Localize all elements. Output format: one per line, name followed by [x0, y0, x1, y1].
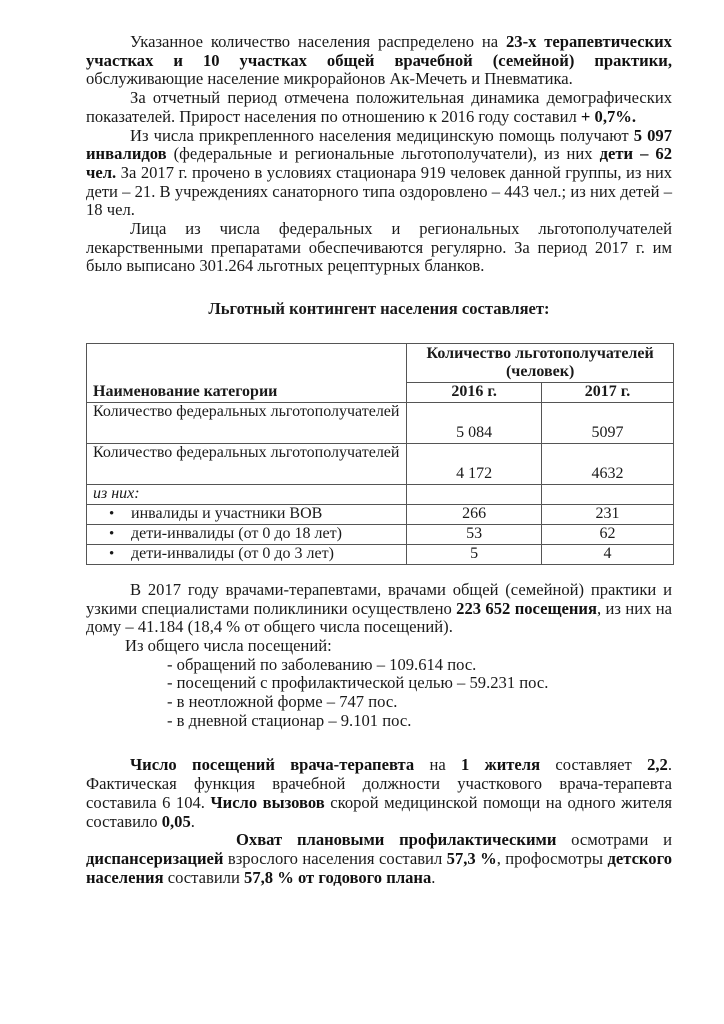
- bold-value: 57,8 % от годового плана: [244, 867, 432, 887]
- table-header-row: [87, 343, 674, 382]
- cell-2016: 5 084: [407, 402, 542, 443]
- cell-2017: 231: [542, 504, 674, 524]
- text: Лица из числа федеральных и региональных льготополучателей лекарственными препаратами обеспечиваются регулярно. За период 2017 г. им было выписано 301.264 льготных рецептурных бланков.: [86, 219, 672, 276]
- bold-children-count: дети – 62 чел.: [86, 144, 673, 182]
- text: осмотрами и: [556, 830, 672, 850]
- text: За отчетный период отмечена положительная динамика демографических показателей. Прирост населения по отношению к 2016 году составил: [86, 88, 672, 126]
- text: .: [431, 867, 436, 887]
- cell-2017: 5097: [542, 402, 674, 443]
- bold-growth: + 0,7%.: [580, 106, 637, 126]
- text: составили: [163, 867, 245, 887]
- bold-text: Число вызовов: [210, 792, 325, 812]
- paragraph-prescriptions: [86, 220, 672, 276]
- spacer: [86, 730, 672, 756]
- text: на: [414, 755, 462, 775]
- paragraph-districts: [86, 33, 672, 89]
- visits-list: [86, 656, 672, 731]
- text: , из них на дому – 41.184 (18,4 % от общего числа посещений).: [86, 598, 673, 637]
- bold-text: 1 жителя: [461, 755, 541, 775]
- text: (федеральные и региональные льготополучатели), из них: [166, 144, 600, 164]
- header-group: Количество льготополучателей (человек): [407, 343, 674, 382]
- paragraph-disabled: [86, 127, 672, 221]
- cell-2017: 4: [542, 544, 674, 564]
- text: скорой медицинской помощи на одного жителя составило: [86, 792, 672, 831]
- paragraph-demography: [86, 89, 672, 126]
- cell-label: из них:: [87, 484, 407, 504]
- bullet-label: дети-инвалиды (от 0 до 3 лет): [131, 545, 334, 563]
- bold-text: диспансеризацией: [86, 848, 224, 868]
- table-row: [87, 524, 674, 544]
- table-row: [87, 544, 674, 564]
- bold-districts: 23-х терапевтических участках и 10 участках общей врачебной (семейной) практики,: [86, 32, 672, 70]
- cell-label: Количество федеральных льготополучателей: [87, 443, 407, 484]
- text: Указанное количество населения распределено на: [130, 32, 506, 51]
- visits-list-intro: Из общего числа посещений:: [125, 635, 332, 655]
- list-item: - обращений по заболеванию – 109.614 пос.: [167, 654, 477, 674]
- table-row: [87, 402, 674, 443]
- bold-disabled-count: 5 097 инвалидов: [86, 125, 672, 164]
- beneficiaries-table: [86, 343, 674, 565]
- paragraph-visits: [86, 581, 672, 637]
- bold-value: 2,2: [647, 755, 668, 775]
- cell-2016: [407, 484, 542, 504]
- text: В 2017 году врачами-терапевтами, врачами общей (семейной) практики и узкими специалистами поликлиники осуществлено: [86, 579, 672, 618]
- cell-2016: 4 172: [407, 443, 542, 484]
- cell-2017: 62: [542, 524, 674, 544]
- cell-label: [87, 544, 407, 564]
- cell-label: [87, 524, 407, 544]
- table-row: [87, 504, 674, 524]
- paragraph-coverage: [86, 831, 672, 887]
- cell-2016: 53: [407, 524, 542, 544]
- cell-2016: 5: [407, 544, 542, 564]
- header-2016: 2016 г.: [407, 382, 542, 402]
- cell-2016: 266: [407, 504, 542, 524]
- bullet-label: дети-инвалиды (от 0 до 18 лет): [131, 525, 342, 543]
- text: За 2017 г. прочено в условиях стационара 919 человек данной группы, из них дети – 21. В учреждениях санаторного типа оздоровлено – 443 чел.; из них детей – 18 чел.: [86, 162, 672, 220]
- paragraph-per-resident: [86, 756, 672, 831]
- text: взрослого населения составил: [223, 848, 447, 868]
- text: обслуживающие население микрорайонов Ак-Мечеть и Пневматика.: [86, 69, 573, 89]
- bold-text: Охват плановыми профилактическими: [236, 830, 557, 850]
- list-item: - в дневной стационар – 9.101 пос.: [167, 710, 412, 730]
- list-item: - в неотложной форме – 747 пос.: [167, 692, 398, 712]
- list-item: - посещений с профилактической целью – 59.231 пос.: [167, 673, 549, 693]
- header-category: Наименование категории: [87, 343, 407, 402]
- text: , профосмотры: [496, 848, 608, 868]
- bold-value: 57,3 %: [446, 848, 497, 868]
- header-2017: 2017 г.: [542, 382, 674, 402]
- table-title: Льготный контингент населения составляет:: [208, 299, 550, 319]
- cell-label: Количество федеральных льготополучателей: [87, 402, 407, 443]
- bullet-label: инвалиды и участники ВОВ: [131, 505, 323, 523]
- spacer: [86, 565, 672, 581]
- document-page: [86, 33, 672, 887]
- bold-text: детского населения: [86, 848, 672, 887]
- cell-label: [87, 504, 407, 524]
- text: . Фактическая функция врачебной должности участкового врача-терапевта составила 6 104.: [86, 755, 673, 812]
- bold-visits-count: 223 652 посещения: [456, 598, 597, 618]
- table-row: [87, 443, 674, 484]
- bold-text: Число посещений врача-терапевта: [130, 755, 415, 775]
- text: Из числа прикрепленного населения медицинскую помощь получают: [130, 125, 634, 145]
- text: составляет: [540, 755, 648, 775]
- bold-value: 0,05: [161, 811, 191, 831]
- text: .: [190, 811, 195, 831]
- cell-2017: 4632: [542, 443, 674, 484]
- cell-2017: [542, 484, 674, 504]
- table-row: [87, 484, 674, 504]
